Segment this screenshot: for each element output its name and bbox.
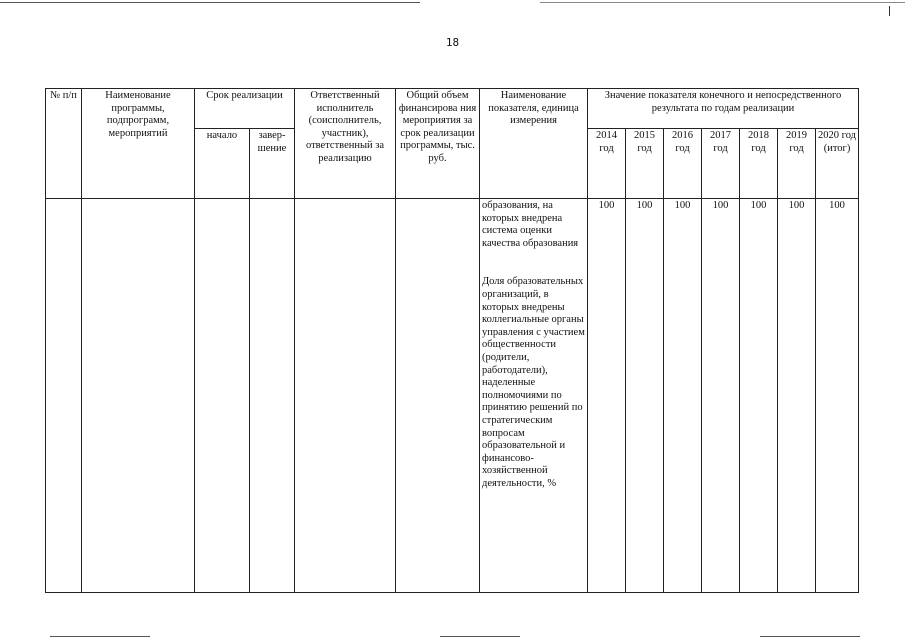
header-year-2020: 2020 год (итог) [816, 129, 859, 199]
header-period: Срок реализации [195, 89, 295, 129]
value-2018: 100 [740, 199, 778, 593]
program-indicators-table [45, 88, 859, 593]
scan-line-bottom-mid [440, 636, 520, 637]
cell-period-end [250, 199, 295, 593]
header-year-2015: 2015 год [626, 129, 664, 199]
cell-financing [396, 199, 480, 593]
indicator-main-text: Доля образовательных организаций, в которых внедрены коллегиальные органы управления с участием общественности (родители, работодатели), наделенные полномочиями по принятию решений по стратегическим вопросам образовательной и финансово-хозяйственной деятельности, % [482, 276, 585, 489]
header-executor: Ответственный исполнитель (соисполнитель, участник), ответственный за реализацию [295, 89, 396, 199]
header-period-start: начало [195, 129, 250, 199]
scan-mark-right [889, 6, 890, 16]
value-2015: 100 [626, 199, 664, 593]
value-2019: 100 [778, 199, 816, 593]
scan-line-top-right [540, 2, 905, 3]
table-row [46, 199, 859, 593]
value-2016: 100 [664, 199, 702, 593]
indicator-continued-text: образования, на которых внедрена система оценки качества образования [482, 200, 579, 249]
scan-line-top [0, 2, 420, 3]
value-2014: 100 [588, 199, 626, 593]
scan-line-bottom [50, 636, 150, 637]
cell-program-name [82, 199, 195, 593]
header-year-2019: 2019 год [778, 129, 816, 199]
header-year-2018: 2018 год [740, 129, 778, 199]
header-financing: Общий объем финансирова ния мероприятия за срок реализации программы, тыс. руб. [396, 89, 480, 199]
value-2017: 100 [702, 199, 740, 593]
cell-number [46, 199, 82, 593]
header-year-2017: 2017 год [702, 129, 740, 199]
page-number: 18 [445, 36, 460, 49]
header-number: № п/п [46, 89, 82, 199]
header-program-name: Наименование программы, подпрограмм, мероприятий [82, 89, 195, 199]
header-period-end: завер-шение [250, 129, 295, 199]
cell-indicator [480, 199, 588, 593]
header-year-2014: 2014 год [588, 129, 626, 199]
scan-line-bottom-right [760, 636, 860, 637]
header-year-2016: 2016 год [664, 129, 702, 199]
header-indicator: Наименование показателя, единица измерения [480, 89, 588, 199]
header-values-by-year: Значение показателя конечного и непосредственного результата по годам реализации [588, 89, 859, 129]
cell-period-start [195, 199, 250, 593]
value-2020: 100 [816, 199, 859, 593]
cell-executor [295, 199, 396, 593]
